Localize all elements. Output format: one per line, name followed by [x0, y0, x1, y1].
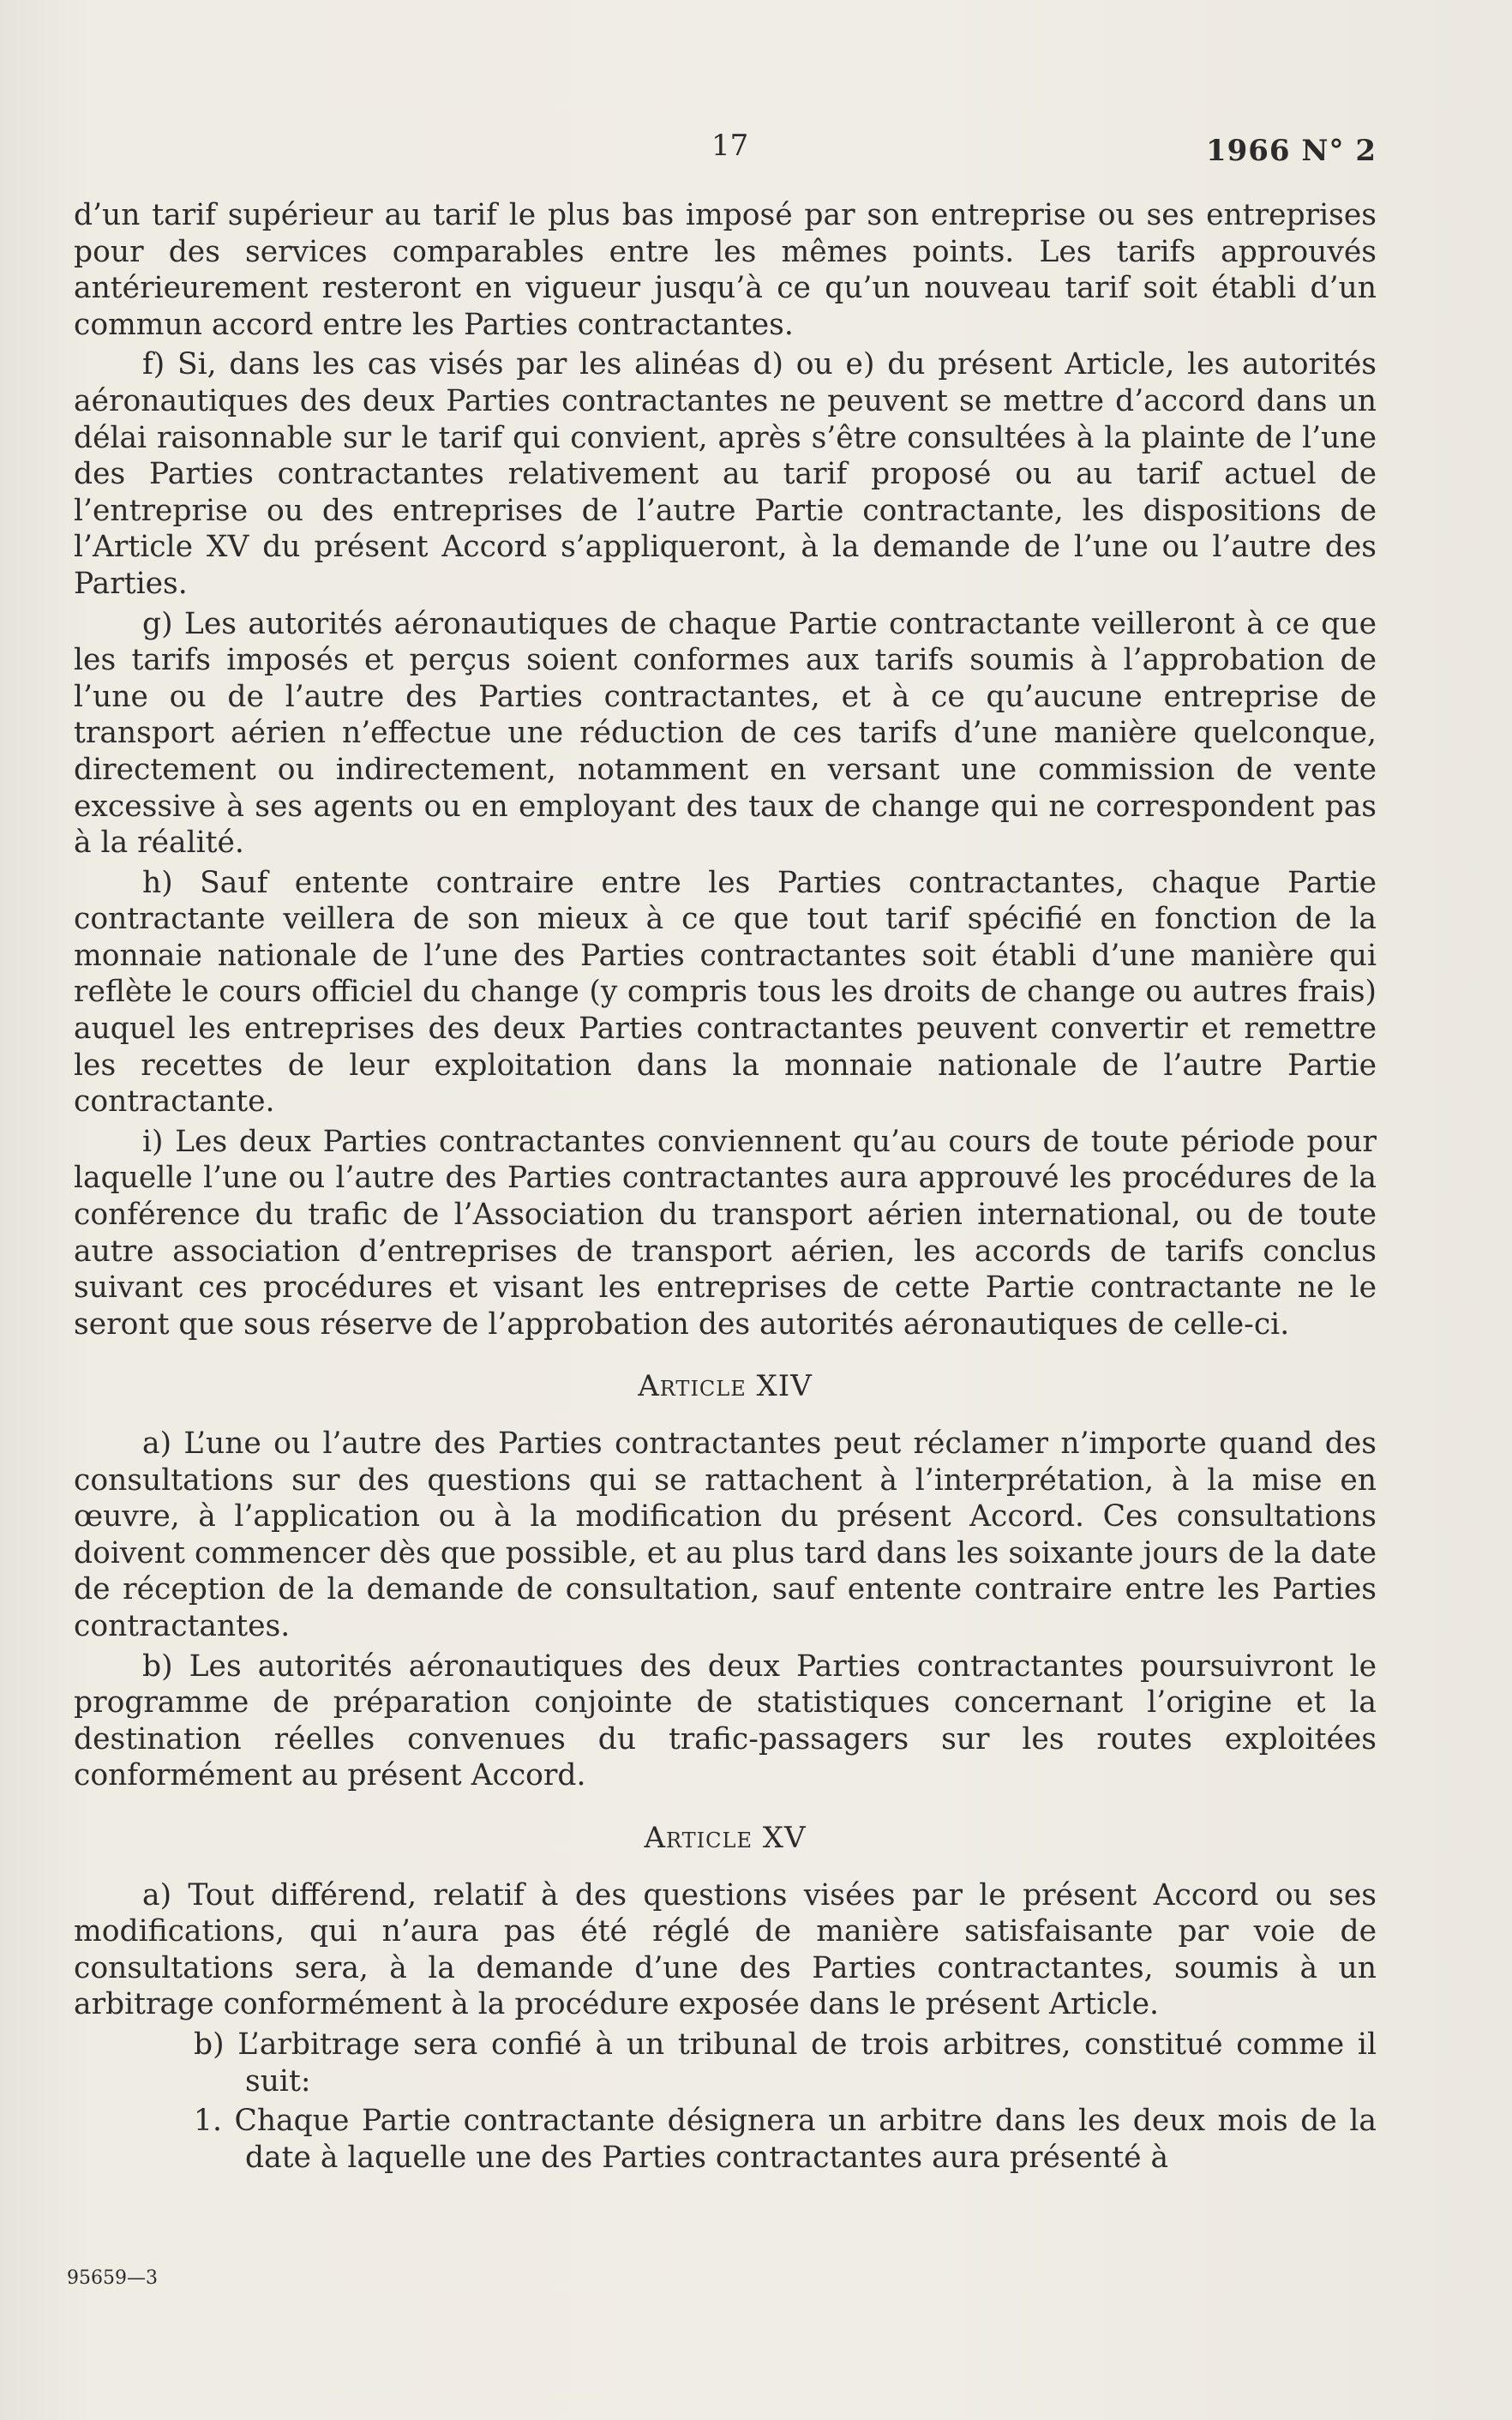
article-xiv-heading: Article XIV — [638, 1369, 813, 1404]
paragraph-xiv-b: b) Les autorités aéronautiques des deux Parties contractantes poursuivront le programme de préparation conjointe de statistiques concernant l’origine et la destination réelles convenues du trafic-passagers sur les routes exploitées conformément au présent Accord. — [74, 1648, 1377, 1793]
paragraph-xv-b-1: 1. Chaque Partie contractante désignera un arbitre dans les deux mois de la date à laquelle une des Parties contractantes aura présenté à — [194, 2104, 1377, 2175]
paragraph-xiv-a: a) L’une ou l’autre des Parties contractantes peut réclamer n’importe quand des consultations sur des questions qui se rattachent à l’interprétation, à la mise en œuvre, à l’application ou à la modification du présent Accord. Ces consultations doivent commencer dès que possible, et au plus tard dans les soixante jours de la date de réception de la demande de consultation, sauf entente contraire entre les Parties contractantes. — [74, 1426, 1377, 1643]
page-number: 17 — [711, 129, 749, 163]
paragraph-h: h) Sauf entente contraire entre les Parties contractantes, chaque Partie contractante veillera de son mieux à ce que tout tarif spécifié en fonction de la monnaie nationale de l’une des Parties contractantes soit établi d’une manière qui reflète le cours officiel du change (y compris tous les droits de change ou autres frais) auquel les entreprises des deux Parties contractantes peuvent convertir et remettre les recettes de leur exploitation dans la monnaie nationale de l’autre Partie contractante. — [74, 865, 1377, 1120]
paragraph-g: g) Les autorités aéronautiques de chaque Partie contractante veilleront à ce que les tarifs imposés et perçus soient conformes aux tarifs soumis à l’approbation de l’une ou de l’autre des Parties contractantes, et à ce qu’aucune entreprise de transport aérien n’effectue une réduction de ces tarifs d’une manière quelconque, directement ou indirectement, notamment en versant une commission de vente excessive à ses agents ou en employant des taux de change qui ne correspondent pas à la réalité. — [74, 606, 1377, 861]
document-reference: 1966 N° 2 — [1205, 134, 1377, 168]
document-body — [74, 197, 1377, 2179]
paragraph-f: f) Si, dans les cas visés par les alinéas d) ou e) du présent Article, les autorités aéronautiques des deux Parties contractantes ne peuvent se mettre d’accord dans un délai raisonnable sur le tarif qui convient, après s’être consultées à la plainte de l’une des Parties contractantes relativement au tarif proposé ou au tarif actuel de l’entreprise ou des entreprises de l’autre Partie contractante, les dispositions de l’Article XV du présent Accord s’appliqueront, à la demande de l’une ou l’autre des Parties. — [74, 347, 1377, 601]
page-header — [0, 129, 1512, 180]
paragraph-xv-b: b) L’arbitrage sera confié à un tribunal de trois arbitres, constitué comme il suit: — [194, 2027, 1377, 2099]
paragraph-continuation: d’un tarif supérieur au tarif le plus bas imposé par son entreprise ou ses entreprises pour des services comparables entre les mêmes points. Les tarifs approuvés antérieurement resteront en vigueur jusqu’à ce qu’un nouveau tarif soit établi d’un commun accord entre les Parties contractantes. — [74, 198, 1377, 342]
print-reference: 95659—3 — [67, 2267, 158, 2289]
paragraph-i: i) Les deux Parties contractantes conviennent qu’au cours de toute période pour laquelle l’une ou l’autre des Parties contractantes aura approuvé les procédures de la conférence du trafic de l’Association du transport aérien international, ou de toute autre association d’entreprises de transport aérien, les accords de tarifs conclus suivant ces procédures et visant les entreprises de cette Partie contractante ne le seront que sous réserve de l’approbation des autorités aéronautiques de celle-ci. — [74, 1124, 1377, 1342]
paragraph-xv-a: a) Tout différend, relatif à des questions visées par le présent Accord ou ses modifications, qui n’aura pas été réglé de manière satisfaisante par voie de consultations sera, à la demande d’une des Parties contractantes, soumis à un arbitrage conformément à la procédure exposée dans le présent Article. — [74, 1877, 1377, 2022]
article-xv-heading: Article XV — [644, 1820, 807, 1855]
